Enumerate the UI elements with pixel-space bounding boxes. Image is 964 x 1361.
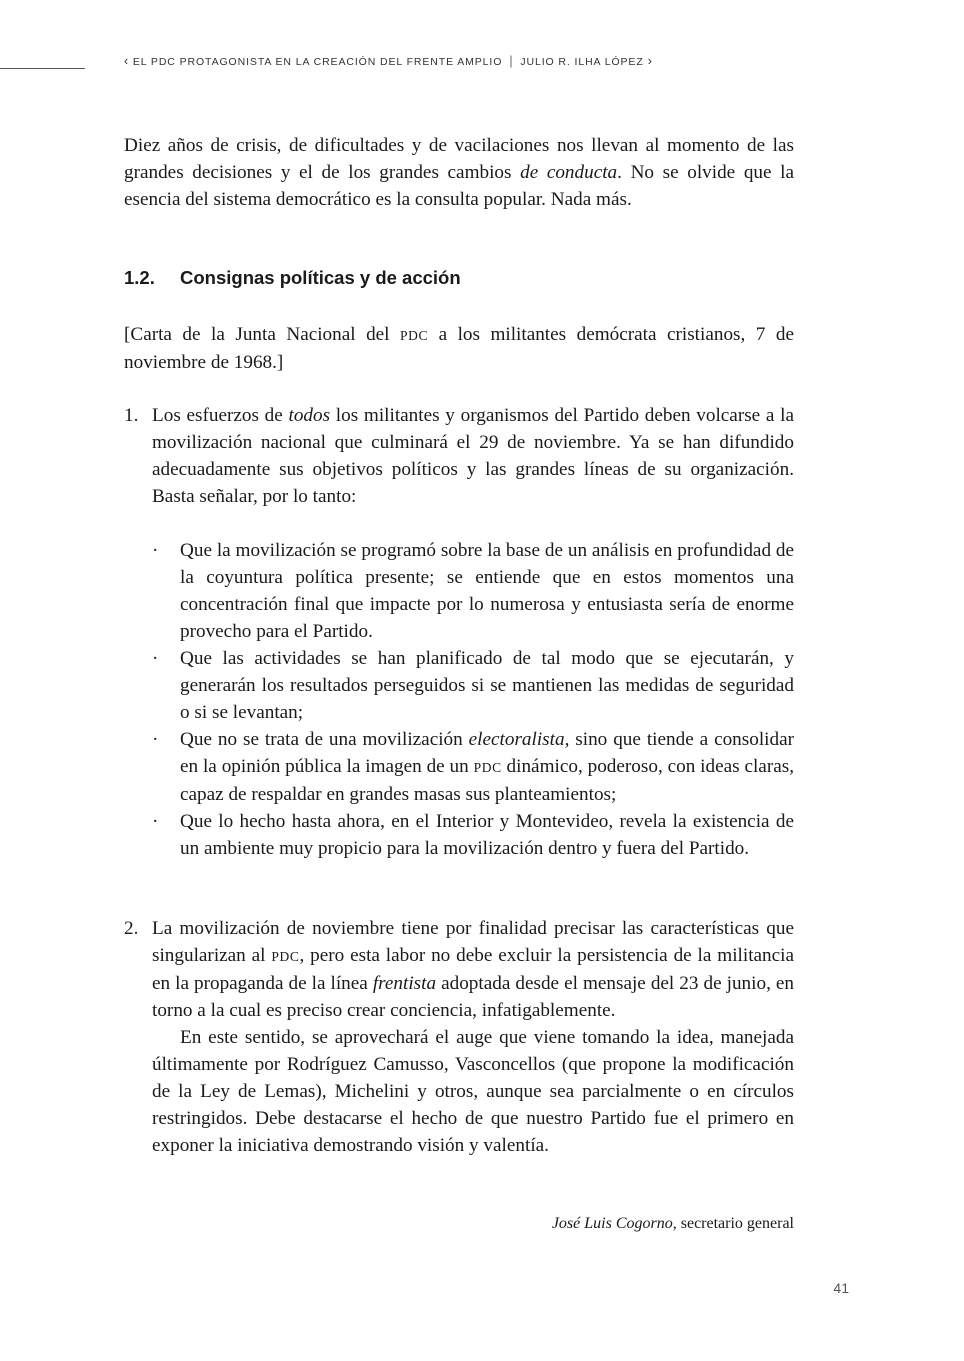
item-2-paragraph-2: En este sentido, se aprovechará el auge que viene tomando la idea, manejada últimamente por Rodríguez Camusso, Vasconcellos (que propone la modificación de la Ley de Lemas), Michelini y otros, aunque sea parcialmente o en círculos restringidos. Debe destacarse el hecho de que nuestro Partido fue el primero en exponer la iniciativa demostrando visión y valentía.: [152, 1027, 794, 1156]
letter-ref-text-2: a los militantes demócrata cristianos, 7 de noviembre de 1968.]: [124, 324, 794, 373]
intro-italic: de conducta: [520, 162, 618, 183]
bullet-dot: ·: [152, 729, 159, 750]
numbered-item-2: [124, 915, 794, 1159]
letter-ref-text-1: [Carta de la Junta Nacional del: [124, 324, 401, 345]
bullet-item: [152, 808, 794, 862]
bullet-item: [152, 645, 794, 726]
intro-text-1: Diez años de crisis, de dificultades y de vacilaciones nos llevan al momento de las grandes decisiones y el de los grandes cambios: [124, 135, 794, 183]
page-number: 41: [833, 1280, 849, 1296]
item-1-text-1: Los esfuerzos de: [152, 405, 289, 426]
item-1-text-2: los militantes y organismos del Partido deben volcarse a la movilización nacional que culminará el 29 de noviembre. Ya se han difundido adecuadamente sus objetivos políticos y las grandes líneas de su organización. Basta señalar, por lo tanto:: [152, 405, 794, 507]
intro-paragraph: [124, 132, 794, 213]
item-1-marker: 1.: [124, 405, 139, 426]
bullet-item: [152, 726, 794, 808]
bullet-text: Que no se trata de una movilización: [180, 729, 469, 750]
bullet-text: sino que tiende a consolidar en la opinión pública la imagen de un: [180, 729, 794, 777]
bullet-dot: ·: [152, 648, 159, 669]
running-header: [124, 54, 652, 68]
item-2-marker: 2.: [124, 918, 139, 939]
section-title: Consignas políticas y de acción: [180, 267, 461, 288]
item-2-italic: frentista: [372, 973, 437, 994]
header-close-mark: ›: [647, 54, 653, 68]
bullet-list: [152, 537, 794, 862]
bullet-pdc: PDC: [473, 760, 502, 775]
header-author: JULIO R. ILHA LÓPEZ: [520, 56, 644, 68]
item-2-text-1: La movilización de noviembre tiene por finalidad precisar las características que singularizan al: [152, 918, 794, 966]
bullet-text: Que la movilización se programó sobre la base de un análisis en profundidad de la coyuntura política presente; se entiende que en estos momentos una concentración final que impacte por lo numerosa y entusiasta sería de enorme provecho para el Partido.: [180, 540, 794, 642]
letter-reference: [124, 321, 794, 376]
header-separator: |: [509, 54, 514, 68]
signature-role: , secretario general: [672, 1215, 794, 1232]
bullet-italic: electoralista,: [468, 729, 570, 750]
intro-text-2: . No se olvide que la esencia del sistema democrático es la consulta popular. Nada más.: [124, 162, 794, 210]
bullet-dot: ·: [152, 540, 159, 561]
item-2-text-2: , pero esta labor no debe excluir la persistencia de la militancia en la propaganda de la línea: [152, 945, 794, 994]
bullet-item: [152, 537, 794, 645]
item-2-text-3: adoptada desde el mensaje del 23 de junio, en torno a la cual es preciso crear conciencia, infatigablemente.: [152, 973, 794, 1021]
header-rule: [0, 68, 85, 69]
header-book-title: EL PDC PROTAGONISTA EN LA CREACIÓN DEL FRENTE AMPLIO: [132, 56, 503, 68]
bullet-text: dinámico, poderoso, con ideas claras, capaz de respaldar en grandes masas sus planteamientos;: [180, 756, 794, 805]
bullet-text: Que las actividades se han planificado de tal modo que se ejecutarán, y generarán los resultados perseguidos si se mantienen las medidas de seguridad o si se levantan;: [180, 648, 794, 723]
letter-ref-pdc: PDC: [400, 328, 429, 343]
signature: [552, 1215, 794, 1233]
section-number: 1.2.: [124, 267, 155, 288]
item-2-pdc: PDC: [271, 949, 300, 964]
bullet-dot: ·: [152, 811, 159, 832]
bullet-text: Que lo hecho hasta ahora, en el Interior y Montevideo, revela la existencia de un ambiente muy propicio para la movilización dentro y fuera del Partido.: [180, 811, 794, 859]
section-heading: [124, 267, 461, 289]
header-open-mark: ‹: [124, 54, 129, 68]
signature-name: José Luis Cogorno: [551, 1215, 673, 1232]
item-1-italic: todos: [288, 405, 331, 426]
numbered-item-1: [124, 402, 794, 510]
